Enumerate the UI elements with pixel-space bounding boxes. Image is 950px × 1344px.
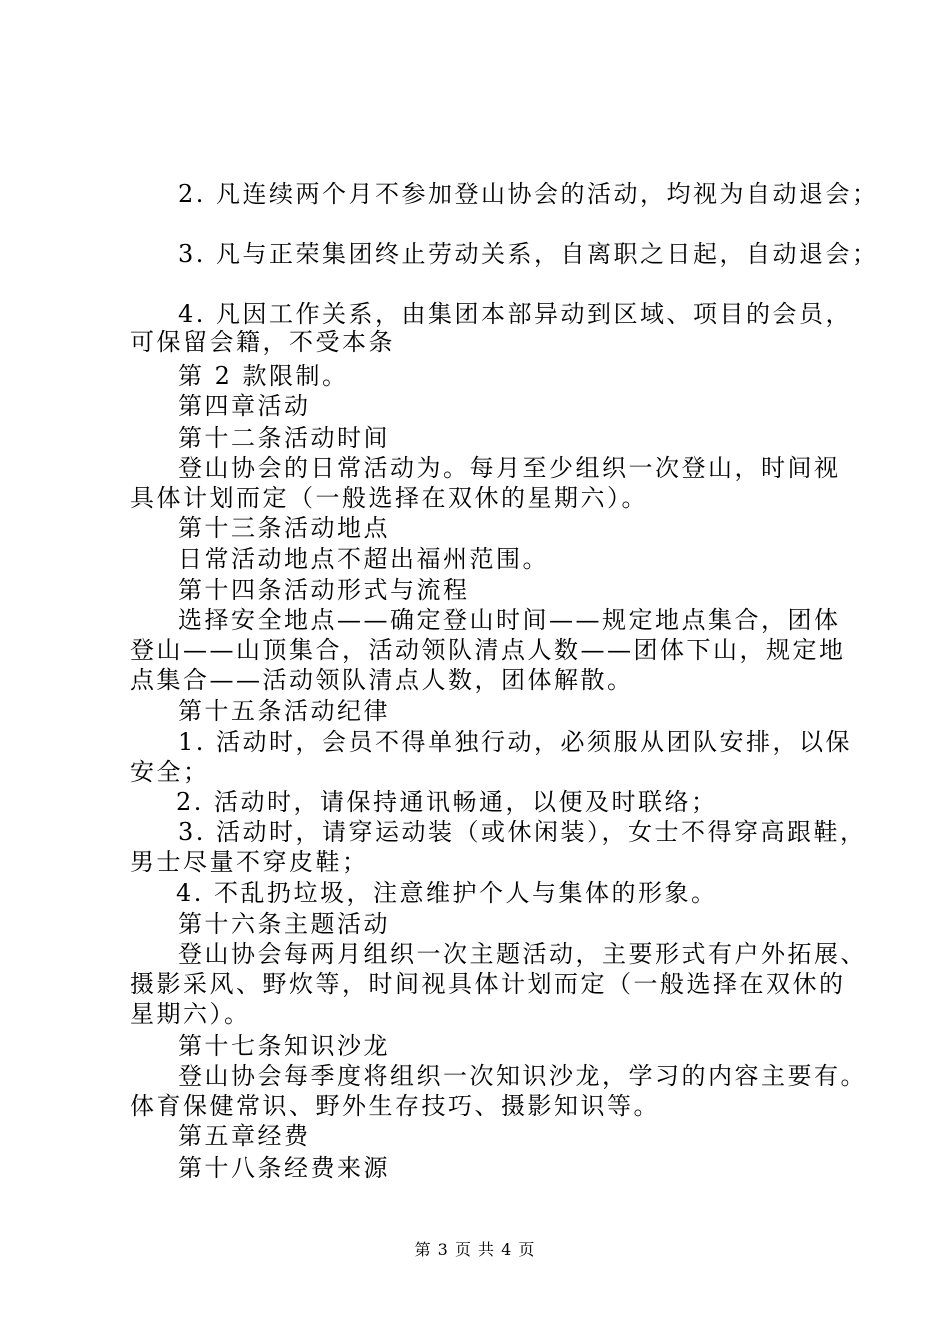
page-number-footer: 第 3 页 共 4 页 — [414, 1240, 536, 1259]
paragraph-line: 具体计划而定（一般选择在双休的星期六）。 — [130, 484, 648, 512]
paragraph-line: 摄影采风、野炊等，时间视具体计划而定（一般选择在双休的 — [130, 970, 846, 998]
paragraph-line: 2. 凡连续两个月不参加登山协会的活动，均视为自动退会； — [178, 180, 879, 208]
article-heading: 第十三条活动地点 — [178, 514, 390, 542]
article-heading: 第十五条活动纪律 — [178, 697, 390, 725]
paragraph-line: 点集合——活动领队清点人数，团体解散。 — [130, 666, 634, 694]
paragraph-line: 日常活动地点不超出福州范围。 — [178, 545, 549, 573]
paragraph-line: 第 2 款限制。 — [178, 362, 349, 390]
paragraph-line: 3. 活动时，请穿运动装（或休闲装），女士不得穿高跟鞋， — [178, 818, 867, 846]
paragraph-line: 登山协会每季度将组织一次知识沙龙，学习的内容主要有。 — [178, 1062, 867, 1090]
article-heading: 第十八条经费来源 — [178, 1154, 390, 1182]
paragraph-line: 3. 凡与正荣集团终止劳动关系，自离职之日起，自动退会； — [178, 240, 879, 268]
chapter-heading: 第五章经费 — [178, 1122, 311, 1150]
article-heading: 第十四条活动形式与流程 — [178, 576, 470, 604]
paragraph-line: 4. 凡因工作关系，由集团本部异动到区域、项目的会员， — [178, 300, 853, 328]
paragraph-line: 体育保健常识、野外生存技巧、摄影知识等。 — [130, 1092, 660, 1120]
paragraph-line: 安全； — [130, 758, 210, 786]
paragraph-line: 登山协会每两月组织一次主题活动，主要形式有户外拓展、 — [178, 940, 867, 968]
chapter-heading: 第四章活动 — [178, 392, 311, 420]
paragraph-line: 选择安全地点——确定登山时间——规定地点集合，团体 — [178, 606, 841, 634]
paragraph-line: 2. 活动时，请保持通讯畅通，以便及时联络； — [176, 788, 718, 816]
paragraph-line: 男士尽量不穿皮鞋； — [130, 848, 369, 876]
article-heading: 第十二条活动时间 — [178, 424, 390, 452]
article-heading: 第十七条知识沙龙 — [178, 1032, 390, 1060]
paragraph-line: 可保留会籍，不受本条 — [130, 328, 395, 356]
paragraph-line: 登山协会的日常活动为。每月至少组织一次登山，时间视 — [178, 454, 841, 482]
paragraph-line: 登山——山顶集合，活动领队清点人数——团体下山，规定地 — [130, 636, 846, 664]
article-heading: 第十六条主题活动 — [178, 910, 390, 938]
paragraph-line: 星期六）。 — [130, 1000, 251, 1028]
paragraph-line: 1. 活动时，会员不得单独行动，必须服从团队安排，以保 — [178, 728, 853, 756]
paragraph-line: 4. 不乱扔垃圾，注意维护个人与集体的形象。 — [176, 879, 718, 907]
